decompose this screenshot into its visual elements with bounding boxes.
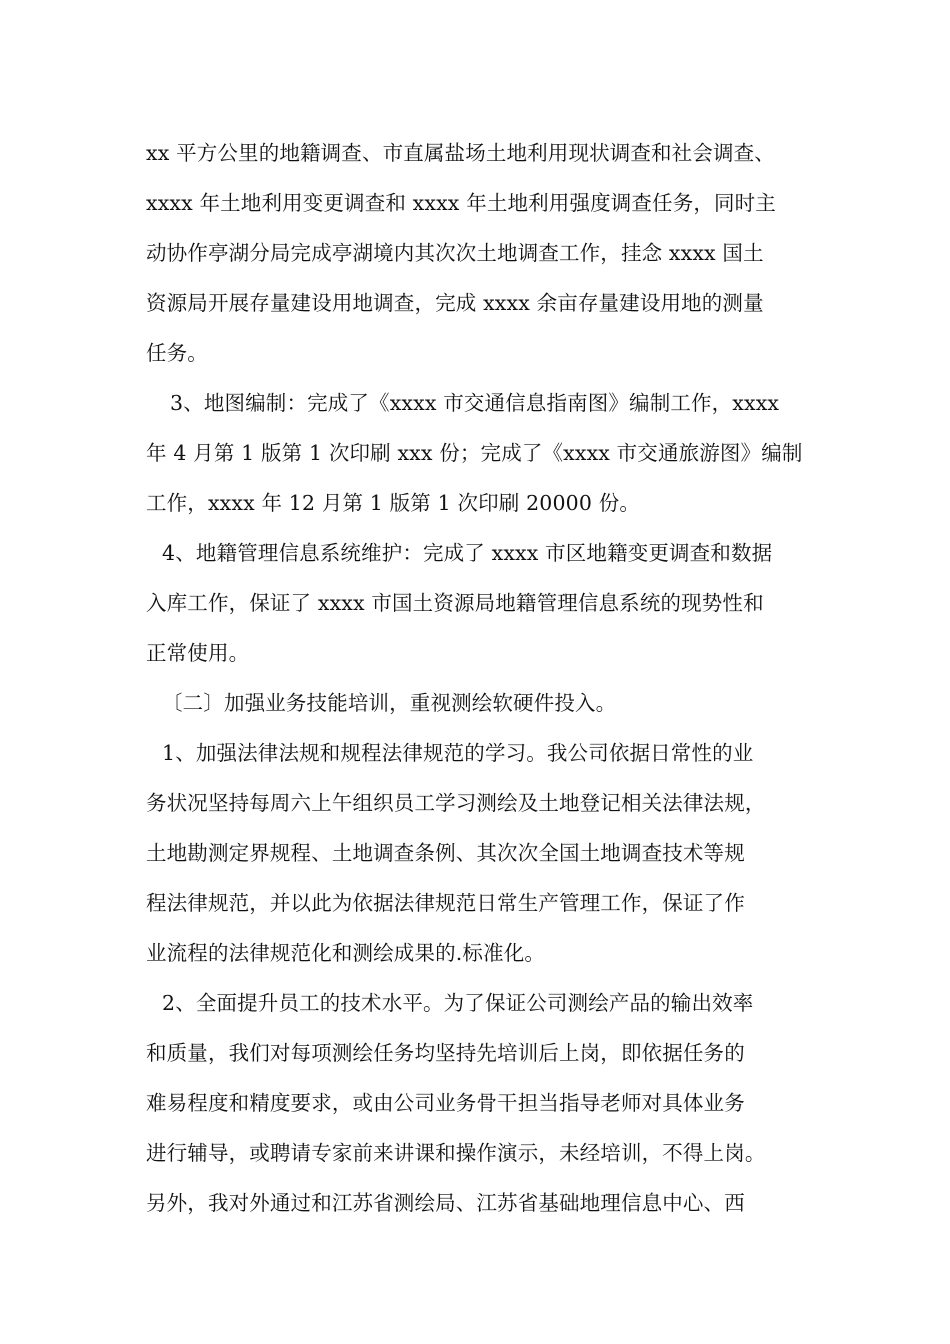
text-line: 任务。 bbox=[146, 341, 208, 365]
text-line: xx 平方公里的地籍调查、市直属盐场土地利用现状调查和社会调查、 bbox=[146, 141, 775, 165]
document-body bbox=[146, 128, 816, 1228]
text-line: 进行辅导，或聘请专家前来讲课和操作演示，未经培训，不得上岗。 bbox=[146, 1141, 766, 1165]
text-line: 3、地图编制：完成了《xxxx 市交通信息指南图》编制工作，xxxx bbox=[170, 391, 780, 415]
text-line: 资源局开展存量建设用地调查，完成 xxxx 余亩存量建设用地的测量 bbox=[146, 291, 764, 315]
text-line: 入库工作，保证了 xxxx 市国土资源局地籍管理信息系统的现势性和 bbox=[146, 591, 764, 615]
text-line: 难易程度和精度要求，或由公司业务骨干担当指导老师对具体业务 bbox=[146, 1091, 745, 1115]
text-line: xxxx 年土地利用变更调查和 xxxx 年土地利用强度调查任务，同时主 bbox=[146, 191, 776, 215]
text-line: 正常使用。 bbox=[146, 641, 250, 665]
text-line: 2、全面提升员工的技术水平。为了保证公司测绘产品的输出效率 bbox=[162, 991, 754, 1015]
text-line: 动协作亭湖分局完成亭湖境内其次次土地调查工作，挂念 xxxx 国土 bbox=[146, 241, 764, 265]
section-heading: 〔二〕加强业务技能培训，重视测绘软硬件投入。 bbox=[162, 691, 617, 715]
text-line: 业流程的法律规范化和测绘成果的.标准化。 bbox=[146, 941, 546, 965]
text-line: 4、地籍管理信息系统维护：完成了 xxxx 市区地籍变更调查和数据 bbox=[162, 541, 773, 565]
text-line: 务状况坚持每周六上午组织员工学习测绘及土地登记相关法律法规， bbox=[146, 791, 766, 815]
text-line: 土地勘测定界规程、土地调查条例、其次次全国土地调查技术等规 bbox=[146, 841, 745, 865]
text-line: 1、加强法律法规和规程法律规范的学习。我公司依据日常性的业 bbox=[162, 741, 754, 765]
text-line: 和质量，我们对每项测绘任务均坚持先培训后上岗，即依据任务的 bbox=[146, 1041, 745, 1065]
text-line: 年 4 月第 1 版第 1 次印刷 xxx 份；完成了《xxxx 市交通旅游图》编制 bbox=[146, 441, 803, 465]
text-line: 程法律规范，并以此为依据法律规范日常生产管理工作，保证了作 bbox=[146, 891, 745, 915]
text-line: 工作，xxxx 年 12 月第 1 版第 1 次印刷 20000 份。 bbox=[146, 491, 641, 515]
text-line: 另外，我对外通过和江苏省测绘局、江苏省基础地理信息中心、西 bbox=[146, 1191, 745, 1215]
